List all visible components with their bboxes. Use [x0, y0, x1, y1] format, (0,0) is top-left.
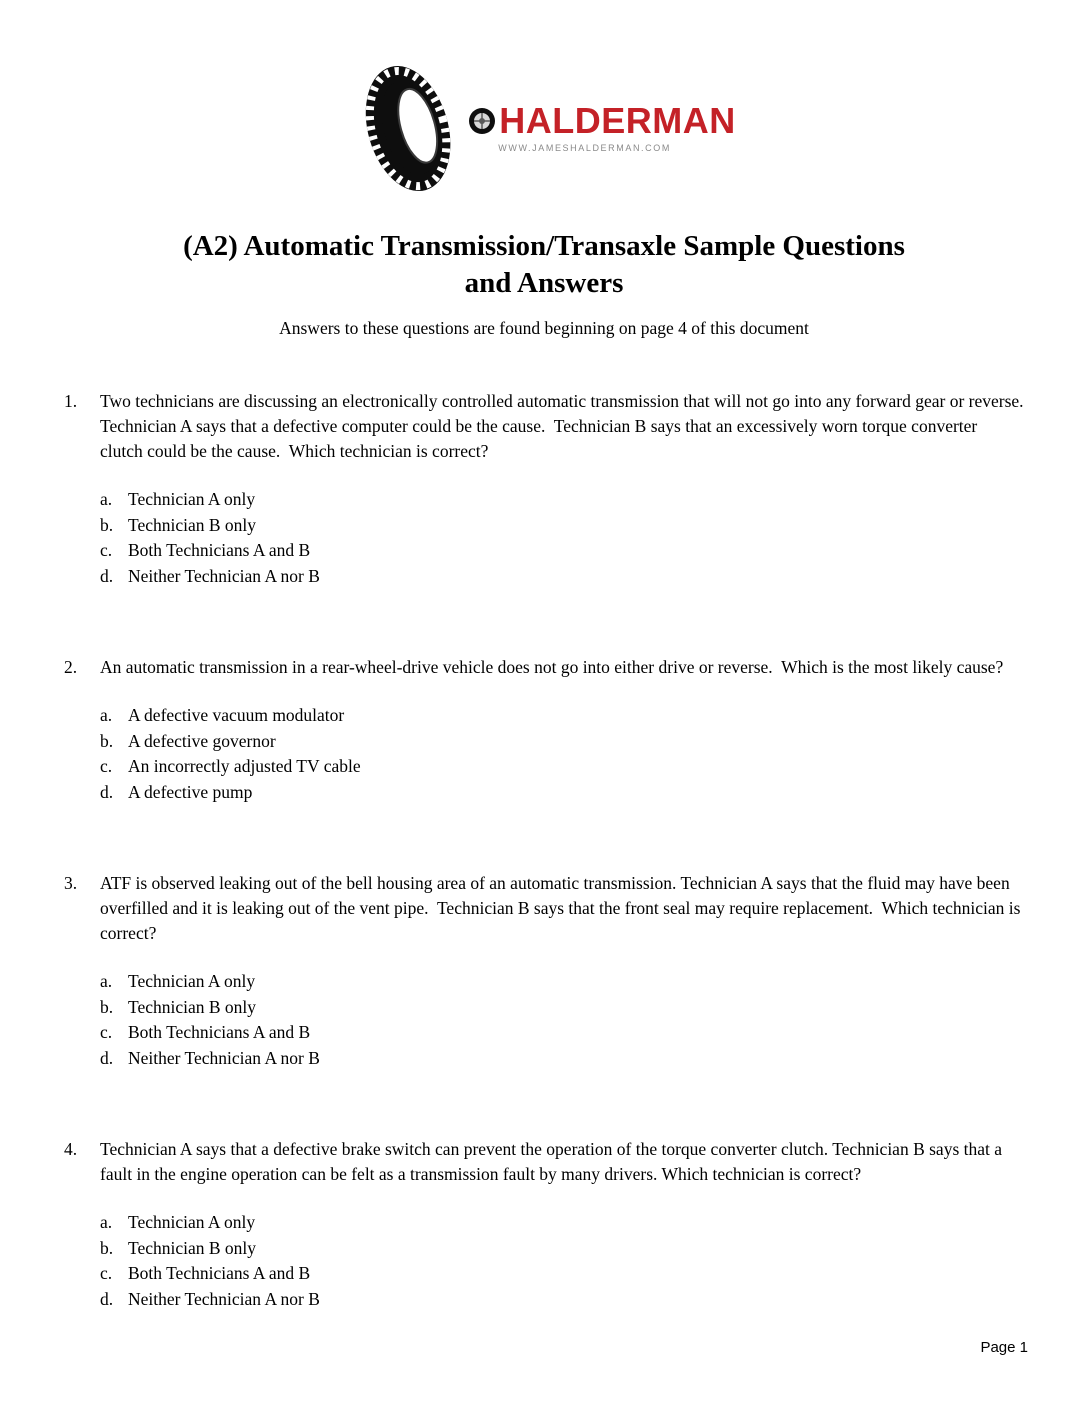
- halderman-logo: [0, 0, 1088, 198]
- option-letter: b.: [100, 730, 114, 751]
- option-letter: b.: [100, 1237, 114, 1258]
- option-letter: d.: [100, 781, 114, 802]
- question-text: Two technicians are discussing an electronically controlled automatic transmission that will not go into any forward gear or reverse. Technician A says that a defective computer could be the cause. Technician B says that an excessively worn torque converter clutch could be the cause. Which technician is correct?: [100, 391, 1032, 462]
- option-text: Technician B only: [128, 1237, 257, 1258]
- option-letter: a.: [100, 705, 113, 726]
- option-row: [100, 780, 1024, 806]
- question-4: [64, 1137, 1024, 1312]
- subtitle: Answers to these questions are found beginning on page 4 of this document: [279, 318, 809, 339]
- option-text: Technician B only: [128, 996, 257, 1017]
- option-row: [100, 1287, 1024, 1313]
- page-title-line2: and Answers: [464, 267, 624, 300]
- question-text: An automatic transmission in a rear-wheel-drive vehicle does not go into either drive or reverse. Which is the most likely cause?: [100, 657, 1004, 678]
- option-letter: c.: [100, 540, 113, 561]
- option-letter: c.: [100, 756, 113, 777]
- option-text: A defective vacuum modulator: [128, 705, 345, 726]
- option-row: [100, 1020, 1024, 1046]
- question-4-options: [100, 1210, 1024, 1312]
- question-number: 4.: [64, 1139, 78, 1160]
- option-letter: c.: [100, 1263, 113, 1284]
- question-text: ATF is observed leaking out of the bell housing area of an automatic transmission. Technician A says that the fluid may have been overfilled and it is leaking out of the vent pipe. Technician B says that the front seal may require replacement. Which technician is correct?: [100, 873, 1025, 944]
- option-letter: b.: [100, 514, 114, 535]
- option-row: [100, 487, 1024, 513]
- page-title-line1: (A2) Automatic Transmission/Transaxle Sample Questions: [183, 230, 905, 262]
- question-3: [64, 871, 1024, 1071]
- option-text: Technician A only: [128, 971, 256, 992]
- option-row: [100, 1261, 1024, 1287]
- question-2-options: [100, 703, 1024, 805]
- option-letter: c.: [100, 1022, 113, 1043]
- option-row: [100, 564, 1024, 590]
- tire-icon: [352, 58, 472, 198]
- brand-block: [468, 100, 736, 153]
- option-row: [100, 729, 1024, 755]
- option-text: Neither Technician A nor B: [128, 565, 320, 586]
- question-number: 1.: [64, 391, 78, 412]
- brand-url: WWW.JAMESHALDERMAN.COM: [498, 143, 671, 153]
- option-text: Technician B only: [128, 514, 257, 535]
- question-list: [0, 389, 1088, 1312]
- option-row: [100, 969, 1024, 995]
- brand-text: HALDERMAN: [499, 100, 736, 141]
- page-title: [0, 228, 1088, 302]
- option-row: [100, 1236, 1024, 1262]
- option-text: A defective pump: [128, 781, 253, 802]
- option-text: Both Technicians A and B: [128, 1022, 311, 1043]
- option-row: [100, 754, 1024, 780]
- wheel-icon: [468, 107, 496, 135]
- option-row: [100, 995, 1024, 1021]
- option-text: Neither Technician A nor B: [128, 1047, 320, 1068]
- question-text: Technician A says that a defective brake switch can prevent the operation of the torque converter clutch. Technician B says that a fault in the engine operation can be felt as a transmission fault by many drivers. Which technician is correct?: [100, 1139, 1007, 1185]
- option-text: Both Technicians A and B: [128, 1263, 311, 1284]
- option-letter: d.: [100, 565, 114, 586]
- option-text: Both Technicians A and B: [128, 540, 311, 561]
- question-3-options: [100, 969, 1024, 1071]
- option-letter: d.: [100, 1047, 114, 1068]
- option-row: [100, 513, 1024, 539]
- question-number: 3.: [64, 873, 78, 894]
- question-number: 2.: [64, 657, 78, 678]
- option-letter: b.: [100, 996, 114, 1017]
- option-row: [100, 1046, 1024, 1072]
- option-row: [100, 703, 1024, 729]
- option-text: An incorrectly adjusted TV cable: [128, 756, 361, 777]
- option-row: [100, 538, 1024, 564]
- question-1-options: [100, 487, 1024, 589]
- option-text: Technician A only: [128, 489, 256, 510]
- question-1: [64, 389, 1032, 589]
- option-letter: a.: [100, 1212, 113, 1233]
- option-letter: d.: [100, 1288, 114, 1309]
- option-text: Neither Technician A nor B: [128, 1288, 320, 1309]
- option-row: [100, 1210, 1024, 1236]
- option-letter: a.: [100, 489, 113, 510]
- option-letter: a.: [100, 971, 113, 992]
- page-number: Page 1: [980, 1339, 1028, 1356]
- question-2: [64, 655, 1024, 805]
- option-text: A defective governor: [128, 730, 276, 751]
- option-text: Technician A only: [128, 1212, 256, 1233]
